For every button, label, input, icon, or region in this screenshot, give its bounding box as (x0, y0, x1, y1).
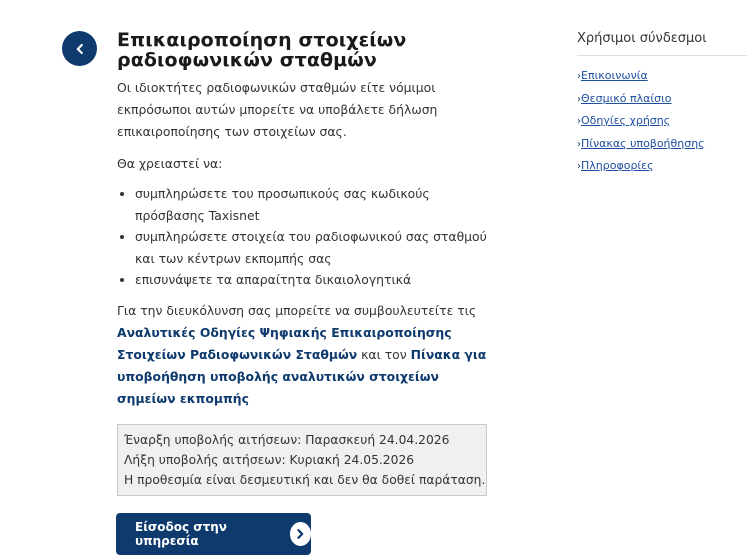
page-title: Επικαιροποίηση στοιχείων ραδιοφωνικών σταθμών (117, 29, 407, 71)
sidebar-link-contact[interactable]: Επικοινωνία (581, 69, 648, 82)
chevron-left-icon (74, 43, 86, 55)
chevron-right-icon: › (577, 138, 581, 150)
intro-text: Οι ιδιοκτήτες ραδιοφωνικών σταθμών είτε νόμιμοι εκπρόσωποι αυτών μπορείτε να υποβάλετε δήλωση επικαιροποίησης των στοιχείων σας. (117, 80, 438, 139)
deadline-note: Η προθεσμία είναι δεσμευτική και δεν θα δοθεί παράταση. (124, 473, 486, 487)
sidebar-title: Χρήσιμοι σύνδεσμοι (577, 31, 747, 56)
sidebar-link-user-guide[interactable]: Οδηγίες χρήσης (581, 114, 671, 127)
enter-service-label: Είσοδος στην υπηρεσία (135, 520, 227, 548)
guide-prefix: Για την διευκόλυνση σας μπορείτε να συμβουλευτείτε τις (117, 302, 477, 318)
submission-start: Έναρξη υποβολής αιτήσεων: Παρασκευή 24.04.2026 (124, 433, 450, 447)
requirement-item: • επισυνάψετε τα απαραίτητα δικαιολογητικά (135, 269, 497, 291)
main-content (117, 30, 497, 410)
submission-end: Λήξη υποβολής αιτήσεων: Κυριακή 24.05.2026 (124, 453, 415, 467)
sidebar-item (577, 88, 747, 111)
back-button[interactable] (62, 31, 97, 66)
chevron-right-icon: › (577, 116, 581, 127)
useful-links-sidebar (577, 31, 747, 178)
sidebar-item (577, 110, 747, 133)
enter-service-button[interactable] (116, 513, 311, 555)
sidebar-link-assistance-table[interactable]: Πίνακας υποβοήθησης (581, 136, 705, 150)
arrow-right-icon (290, 522, 311, 546)
guidelines-link[interactable]: Αναλυτικές Οδηγίες Ψηφιακής Επικαιροποίησης Στοιχείων Ραδιοφωνικών Σταθμών (117, 324, 452, 362)
guide-middle: και τον (357, 346, 411, 362)
sidebar-item (577, 155, 747, 178)
requirements-list (117, 183, 497, 291)
chevron-right-icon: › (577, 93, 581, 105)
chevron-right-icon: › (577, 161, 581, 172)
sidebar-links (577, 65, 747, 178)
need-label: Θα χρειαστεί να: (117, 156, 223, 171)
sidebar-item (577, 133, 747, 156)
requirement-item: • συμπληρώσετε στοιχεία του ραδιοφωνικού σας σταθμού και των κέντρων εκπομπής σας (135, 226, 497, 269)
sidebar-item (577, 65, 747, 88)
guide-text (117, 300, 497, 410)
requirement-item: • συμπληρώσετε του προσωπικούς σας κωδικούς πρόσβασης Taxisnet (135, 183, 497, 226)
submission-notice (117, 424, 487, 496)
sidebar-link-legal-framework[interactable]: Θεσμικό πλαίσιο (581, 91, 672, 105)
sidebar-link-information[interactable]: Πληροφορίες (581, 159, 654, 172)
assistance-table-link[interactable]: Πίνακα για υποβοήθηση υποβολής αναλυτικών στοιχείων σημείων εκπομπής (117, 346, 487, 406)
chevron-right-icon: › (577, 71, 581, 82)
